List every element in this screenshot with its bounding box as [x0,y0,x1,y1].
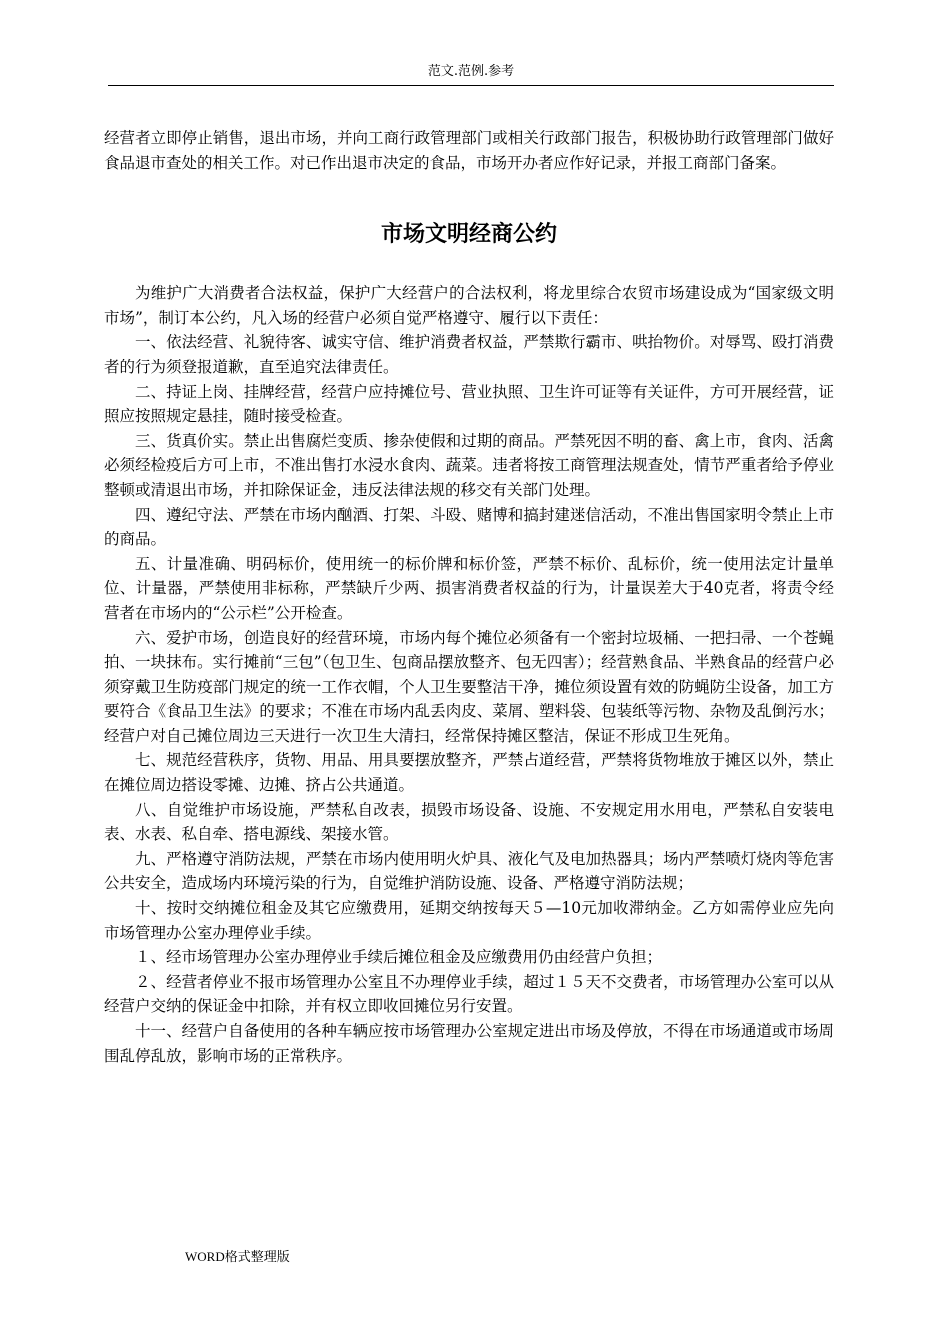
clause-7: 七、规范经营秩序，货物、用品、用具要摆放整齐，严禁占道经营，严禁将货物堆放于摊区以外，禁止在摊位周边搭设零摊、边摊、挤占公共通道。 [104,751,834,795]
clause-3: 三、货真价实。禁止出售腐烂变质、掺杂使假和过期的商品。严禁死因不明的畜、禽上市，食肉、活禽必须经检疫后方可上市，不准出售打水浸水食肉、蔬菜。违者将按工商管理法规查处，情节严重者给予停业整顿或清退出市场，并扣除保证金，违反法律法规的移交有关部门处理。 [104,431,834,499]
clause-6: 六、爱护市场，创造良好的经营环境，市场内每个摊位必须备有一个密封垃圾桶、一把扫帚、一个苍蝇拍、一块抹布。实行摊前“三包”（包卫生、包商品摆放整齐、包无四害）；经营熟食品、半熟食品的经营户必须穿戴卫生防疫部门规定的统一工作衣帽，个人卫生要整洁干净，摊位须设置有效的防蝇防尘设备，加工方要符合《食品卫生法》的要求；不准在市场内乱丢肉皮、菜屑、塑料袋、包装纸等污物、杂物及乱倒污水；经营户对自己摊位周边三天进行一次卫生大清扫，经常保持摊区整洁，保证不形成卫生死角。 [104,628,834,745]
intro-paragraph: 经营者立即停止销售，退出市场，并向工商行政管理部门或相关行政部门报告，积极协助行政管理部门做好食品退市查处的相关工作。对已作出退市决定的食品，市场开办者应作好记录，并报工商部门备案。 [104,129,834,172]
header-divider [108,85,834,86]
document-body [104,126,834,1068]
clause-10: 十、按时交纳摊位租金及其它应缴费用，延期交纳按每天５—10元加收滞纳金。乙方如需停业应先向市场管理办公室办理停业手续。 [104,899,834,942]
clause-10-item-1: １、经市场管理办公室办理停业手续后摊位租金及应缴费用仍由经营户负担； [135,948,663,967]
preamble-paragraph: 为维护广大消费者合法权益，保护广大经营户的合法权利，将龙里综合农贸市场建设成为“国家级文明市场”，制订本公约，凡入场的经营户必须自觉严格遵守、履行以下责任： [104,284,834,327]
clause-10-item-2: ２、经营者停业不报市场管理办公室且不办理停业手续，超过１５天不交费者，市场管理办公室可以从经营户交纳的保证金中扣除，并有权立即收回摊位另行安置。 [104,972,834,1016]
clause-11: 十一、经营户自备使用的各种车辆应按市场管理办公室规定进出市场及停放，不得在市场通道或市场周围乱停乱放，影响市场的正常秩序。 [104,1022,834,1065]
page-header: 范文.范例.参考 [427,64,515,79]
clause-2: 二、持证上岗、挂牌经营，经营户应持摊位号、营业执照、卫生许可证等有关证件，方可开展经营，证照应按照规定悬挂，随时接受检查。 [104,382,834,426]
clause-8: 八、自觉维护市场设施，严禁私自改表，损毁市场设备、设施、不安规定用水用电，严禁私自安装电表、水表、私自牵、搭电源线、架接水管。 [104,800,834,844]
page-footer: WORD格式整理版 [185,1249,290,1264]
clause-5: 五、计量准确、明码标价，使用统一的标价牌和标价签，严禁不标价、乱标价，统一使用法定计量单位、计量器，严禁使用非标称，严禁缺斤少两、损害消费者权益的行为，计量误差大于40克者，将责令经营者在市场内的“公示栏”公开检查。 [104,554,834,622]
clause-9: 九、严格遵守消防法规，严禁在市场内使用明火炉具、液化气及电加热器具；场内严禁喷灯烧肉等危害公共安全，造成场内环境污染的行为，自觉维护消防设施、设备、严格遵守消防法规； [104,849,834,893]
clause-1: 一、依法经营、礼貌待客、诚实守信、维护消费者权益，严禁欺行霸市、哄抬物价。对辱骂、殴打消费者的行为须登报道歉，直至追究法律责任。 [104,333,834,376]
document-title: 市场文明经商公约 [380,222,557,248]
clause-4: 四、遵纪守法、严禁在市场内酗酒、打架、斗殴、赌博和搞封建迷信活动，不准出售国家明令禁止上市的商品。 [104,505,834,549]
